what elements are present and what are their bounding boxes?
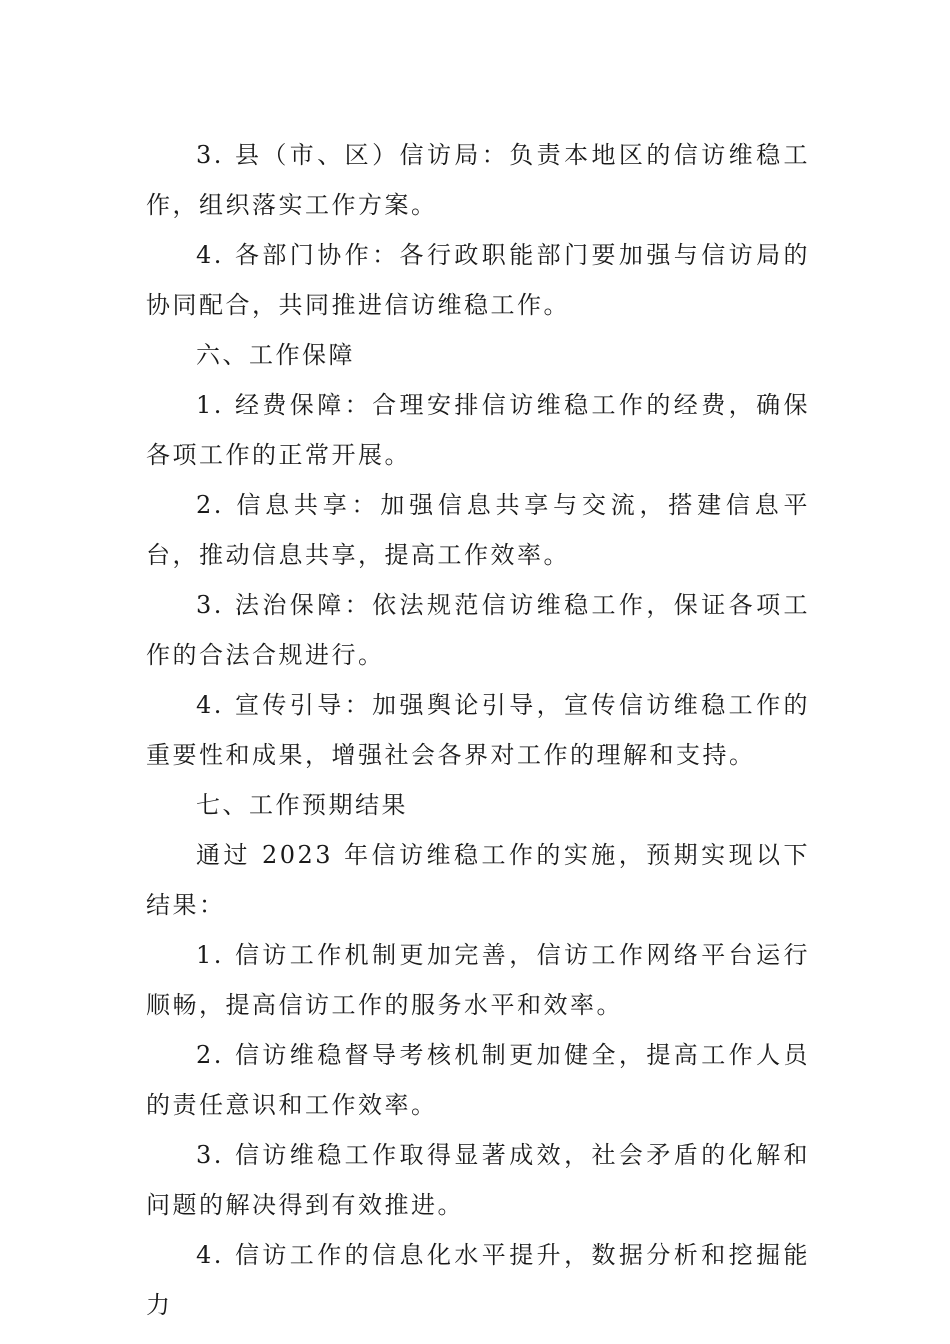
paragraph-result-2: 2. 信访维稳督导考核机制更加健全，提高工作人员的责任意识和工作效率。 xyxy=(146,1041,810,1119)
paragraph-publicity-guidance: 4. 宣传引导：加强舆论引导，宣传信访维稳工作的重要性和成果，增强社会各界对工作的理解和支持。 xyxy=(146,691,810,769)
paragraph-result-1: 1. 信访工作机制更加完善，信访工作网络平台运行顺畅，提高信访工作的服务水平和效率。 xyxy=(146,941,810,1019)
paragraph-funding-guarantee: 1. 经费保障：合理安排信访维稳工作的经费，确保各项工作的正常开展。 xyxy=(146,391,810,469)
paragraph-department-cooperation: 4. 各部门协作：各行政职能部门要加强与信访局的协同配合，共同推进信访维稳工作。 xyxy=(146,241,810,319)
section-heading-expected-results: 七、工作预期结果 xyxy=(196,791,408,819)
paragraph-rule-of-law: 3. 法治保障：依法规范信访维稳工作，保证各项工作的合法合规进行。 xyxy=(146,591,810,669)
paragraph-information-sharing: 2. 信息共享：加强信息共享与交流，搭建信息平台，推动信息共享，提高工作效率。 xyxy=(146,491,810,569)
paragraph-result-3: 3. 信访维稳工作取得显著成效，社会矛盾的化解和问题的解决得到有效推进。 xyxy=(146,1141,810,1219)
paragraph-result-4: 4. 信访工作的信息化水平提升，数据分析和挖掘能力 xyxy=(146,1241,810,1319)
paragraph-results-intro: 通过 2023 年信访维稳工作的实施，预期实现以下结果： xyxy=(146,841,810,919)
paragraph-county-bureau: 3. 县（市、区）信访局：负责本地区的信访维稳工作，组织落实工作方案。 xyxy=(146,141,810,219)
document-body xyxy=(146,130,810,1330)
section-heading-work-guarantee: 六、工作保障 xyxy=(196,341,355,369)
